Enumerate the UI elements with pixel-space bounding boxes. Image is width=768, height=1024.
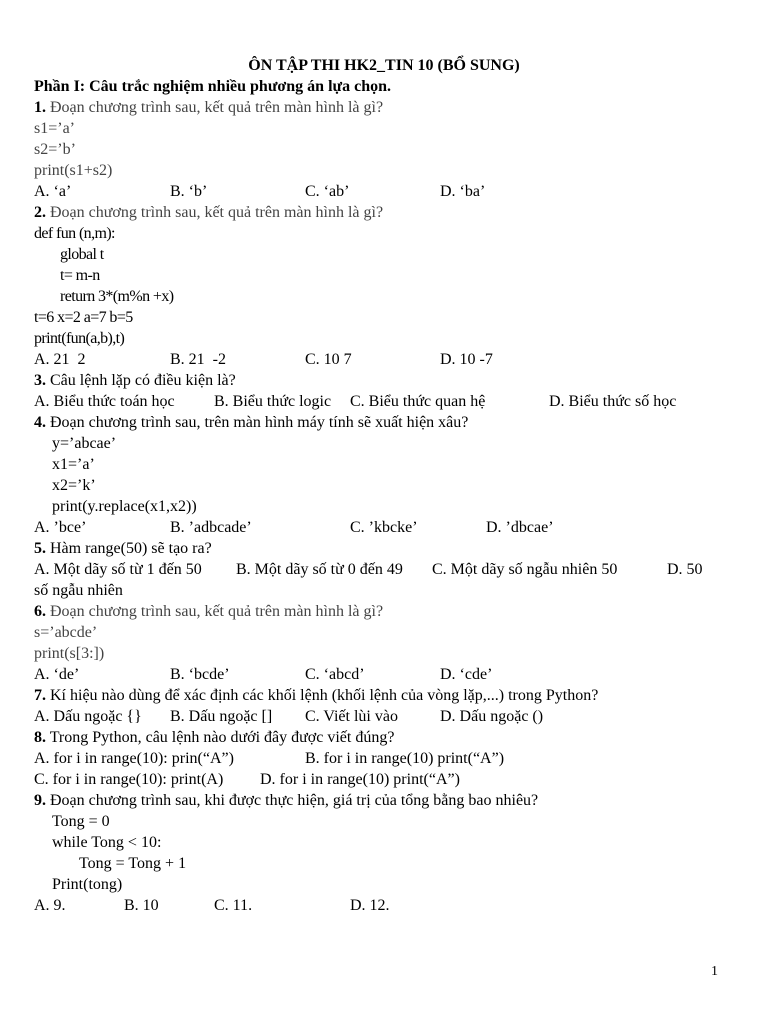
option-c: C. ’kbcke’ — [350, 519, 418, 536]
option-d: D. ‘cde’ — [440, 666, 493, 683]
option-d: D. 12. — [350, 897, 390, 914]
option-b: B. Một dãy số từ 0 đến 49 — [236, 561, 403, 578]
question-text: Đoạn chương trình sau, khi được thực hiện, giá trị của tổng bằng bao nhiêu? — [46, 792, 539, 809]
question-5 — [34, 539, 212, 559]
question-text: Đoạn chương trình sau, kết quả trên màn hình là gì? — [46, 603, 384, 620]
option-b: B. 21 -2 — [170, 351, 226, 368]
code-line: return 3*(m%n +x) — [60, 288, 174, 305]
code-line: global t — [60, 246, 104, 263]
question-7 — [34, 686, 598, 706]
option-a: A. Dấu ngoặc {} — [34, 708, 142, 725]
option-a: A. Một dãy số từ 1 đến 50 — [34, 561, 202, 578]
option-b: B. for i in range(10) print(“A”) — [305, 750, 505, 767]
code-line: t=6 x=2 a=7 b=5 — [34, 309, 133, 326]
option-c: C. Biểu thức quan hệ — [350, 393, 486, 410]
question-6 — [34, 602, 383, 622]
option-a: A. ‘a’ — [34, 183, 72, 200]
code-line: print(s[3:]) — [34, 645, 105, 662]
option-a: A. 9. — [34, 897, 66, 914]
code-line: print(fun(a,b),t) — [34, 330, 125, 347]
question-number: 1. — [34, 99, 46, 116]
code-line: x1=’a’ — [52, 456, 95, 473]
code-line: Tong = 0 — [52, 813, 110, 830]
question-number: 6. — [34, 603, 46, 620]
option-a: A. for i in range(10): prin(“A”) — [34, 750, 234, 767]
option-d: D. 50 — [667, 561, 703, 578]
option-a: A. ‘de’ — [34, 666, 80, 683]
question-number: 8. — [34, 729, 46, 746]
option-c: C. Viết lùi vào — [305, 708, 398, 725]
question-9 — [34, 791, 538, 811]
question-number: 4. — [34, 414, 46, 431]
option-c: C. ‘abcd’ — [305, 666, 365, 683]
question-number: 2. — [34, 204, 46, 221]
option-c: C. 11. — [214, 897, 253, 914]
code-line: s2=’b’ — [34, 141, 76, 158]
question-number: 5. — [34, 540, 46, 557]
code-line: s1=’a’ — [34, 120, 76, 137]
option-c: C. for i in range(10): print(A) — [34, 771, 224, 788]
question-text: Trong Python, câu lệnh nào dưới đây được viết đúng? — [46, 729, 395, 746]
question-text: Câu lệnh lặp có điều kiện là? — [46, 372, 236, 389]
option-d: D. Biểu thức số học — [549, 393, 677, 410]
code-line: t= m-n — [60, 267, 100, 284]
option-d: D. ’dbcae’ — [486, 519, 554, 536]
question-3 — [34, 371, 236, 391]
code-line: print(y.replace(x1,x2)) — [52, 498, 197, 515]
question-number: 7. — [34, 687, 46, 704]
option-a: A. ’bce’ — [34, 519, 87, 536]
option-c: C. Một dãy số ngẫu nhiên 50 — [432, 561, 618, 578]
code-line: print(s1+s2) — [34, 162, 113, 179]
question-2 — [34, 203, 383, 223]
code-line: s=’abcde’ — [34, 624, 98, 641]
option-a: A. 21 2 — [34, 351, 86, 368]
code-line: x2=’k’ — [52, 477, 96, 494]
question-text: Hàm range(50) sẽ tạo ra? — [46, 540, 212, 557]
code-line: Tong = Tong + 1 — [79, 855, 187, 872]
code-line: while Tong < 10: — [52, 834, 162, 851]
code-line: Print(tong) — [52, 876, 123, 893]
question-number: 3. — [34, 372, 46, 389]
option-b: B. Biểu thức logic — [214, 393, 332, 410]
question-text: Đoạn chương trình sau, kết quả trên màn hình là gì? — [46, 204, 384, 221]
option-d: D. for i in range(10) print(“A”) — [260, 771, 460, 788]
question-number: 9. — [34, 792, 46, 809]
option-c: C. 10 7 — [305, 351, 352, 368]
option-b: B. Dấu ngoặc [] — [170, 708, 273, 725]
code-line: y=’abcae’ — [52, 435, 117, 452]
page-number: 1 — [711, 964, 718, 979]
option-b: B. ’adbcade’ — [170, 519, 252, 536]
section-heading: Phần I: Câu trắc nghiệm nhiều phương án lựa chọn. — [34, 78, 392, 95]
code-line: def fun (n,m): — [34, 225, 115, 242]
question-1 — [34, 98, 383, 118]
question-text: Đoạn chương trình sau, trên màn hình máy tính sẽ xuất hiện xâu? — [46, 414, 469, 431]
document-title: ÔN TẬP THI HK2_TIN 10 (BỔ SUNG) — [248, 57, 520, 74]
question-text: Đoạn chương trình sau, kết quả trên màn hình là gì? — [46, 99, 384, 116]
question-text: Kí hiệu nào dùng để xác định các khối lệnh (khối lệnh của vòng lặp,...) trong Python? — [46, 687, 599, 704]
option-d: D. ‘ba’ — [440, 183, 486, 200]
option-d: D. 10 -7 — [440, 351, 493, 368]
option-b: B. ‘bcde’ — [170, 666, 230, 683]
option-b: B. ‘b’ — [170, 183, 208, 200]
option-c: C. ‘ab’ — [305, 183, 350, 200]
question-4 — [34, 413, 468, 433]
option-d-continued: số ngẫu nhiên — [34, 582, 123, 599]
option-a: A. Biểu thức toán học — [34, 393, 175, 410]
option-d: D. Dấu ngoặc () — [440, 708, 544, 725]
option-b: B. 10 — [124, 897, 159, 914]
question-8 — [34, 728, 394, 748]
